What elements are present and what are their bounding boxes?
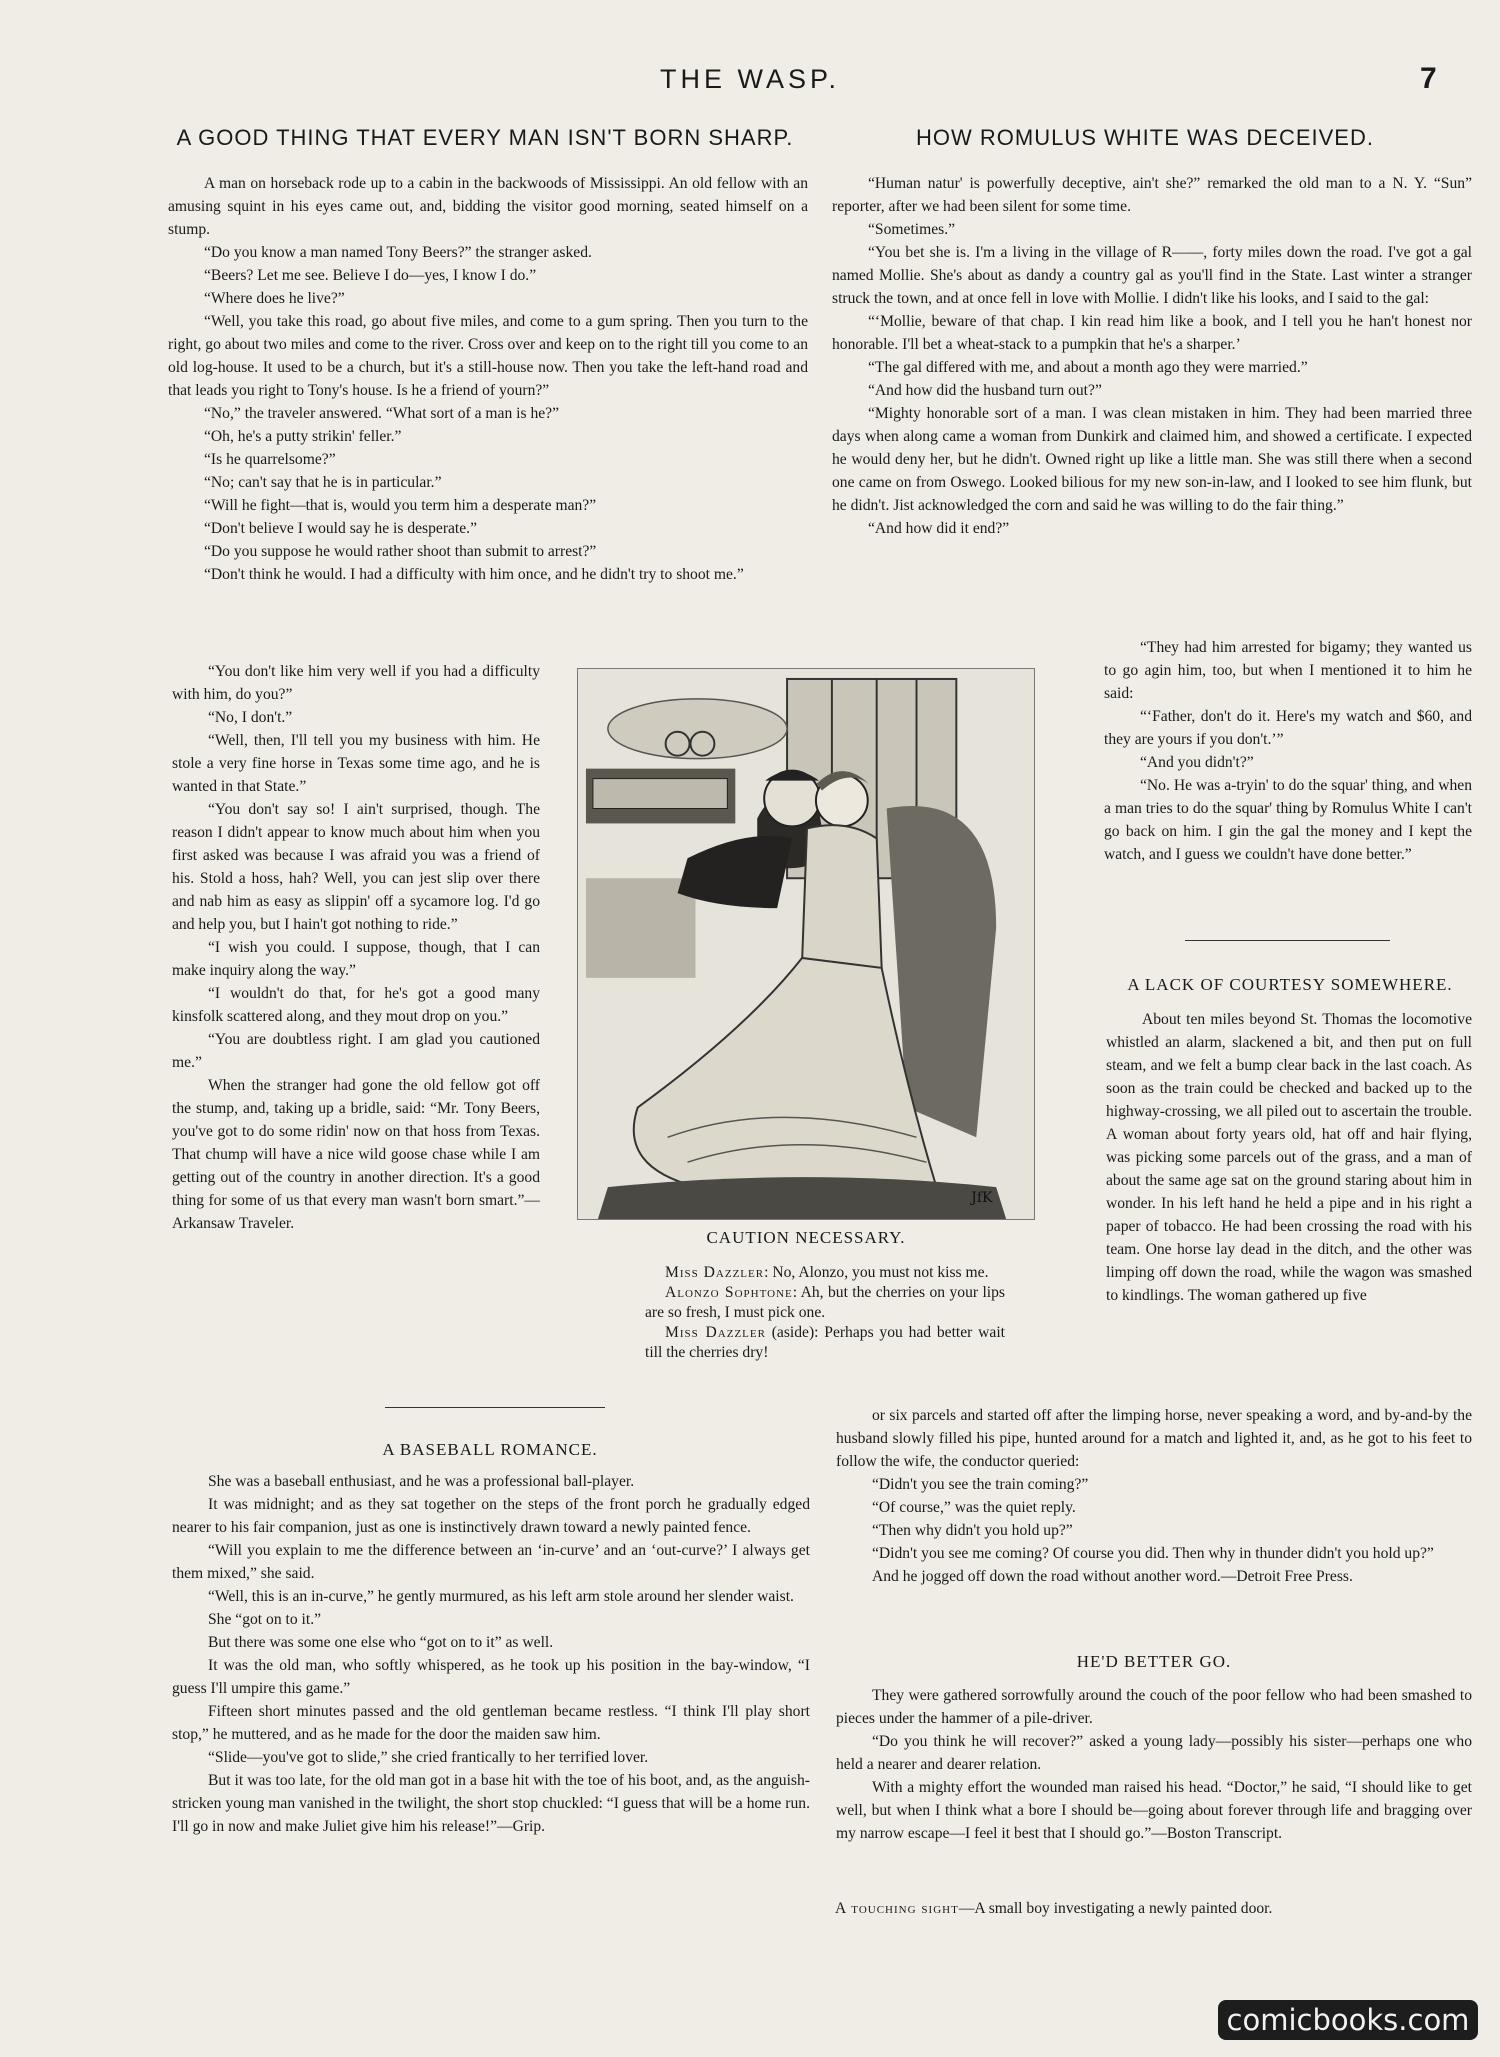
paragraph: “Don't think he would. I had a difficulty with him once, and he didn't try to shoot me.” [204,566,744,583]
caption-speaker-2: Alonzo Sophtone [665,1284,793,1301]
paragraph: “No. He was a-tryin' to do the squar' thing, and when a man tries to do the squar' thing by Romulus White I can't go back on him. I gin the gal the money and I kept the watch, and I guess we couldn't have done better.” [1104,777,1472,863]
paragraph: “Don't believe I would say he is desperate.” [204,520,478,537]
paragraph: or six parcels and started off after the limping horse, never speaking a word, and by-and-by the husband slowly filled his pipe, hunted around for a match and lighted it, and, as he got to his feet to follow the wife, the conductor queried: [836,1407,1472,1470]
paragraph: And he jogged off down the road without another word.—Detroit Free Press. [872,1568,1353,1585]
paragraph: “Do you think he will recover?” asked a young lady—possibly his sister—perhaps one who held a nearer and dearer relation. [836,1733,1472,1773]
paragraph: “I wouldn't do that, for he's got a good many kinsfolk scattered along, and they mout drop on you.” [172,985,540,1025]
caption-text-2: : Ah, but the cherries on your lips are so fresh, I must pick one. [645,1284,1005,1321]
paragraph: “Beers? Let me see. Believe I do—yes, I know I do.” [204,267,537,284]
caption-line-1 [645,1263,1005,1283]
paragraph: It was midnight; and as they sat together on the steps of the front porch he gradually edged nearer to his fair companion, just as one is instinctively drawn toward a newly painted fence. [172,1496,810,1536]
paragraph: But it was too late, for the old man got in a base hit with the toe of his boot, and, as the anguish-stricken young man vanished in the twilight, the short stop chuckled: “I guess that will be a home run. I'll go in now and make Juliet give him his release!”—Grip. [172,1772,810,1835]
paragraph: “‘Mollie, beware of that chap. I kin read him like a book, and I tell you he han't honest nor honorable. I'll bet a wheat-stack to a pumpkin that he's a sharper.’ [832,313,1472,353]
paragraph: “No; can't say that he is in particular.” [204,474,442,491]
paragraph: “I wish you could. I suppose, though, that I can make inquiry along the way.” [172,939,540,979]
paragraph: “You don't like him very well if you had a difficulty with him, do you?” [172,663,540,703]
story4-body [172,1470,810,1838]
caption-text-3: (aside): Perhaps you had better wait till the cherries dry! [645,1324,1005,1361]
story1-body-wide [168,172,808,586]
paragraph: About ten miles beyond St. Thomas the locomotive whistled an alarm, slackened a bit, and then put on full steam, and we felt a bump clear back in the last coach. As soon as the train could be checked and backed up to the highway-crossing, we all piled out to ascertain the trouble. A woman about forty years old, hat off and hair flying, was picking some parcels out of the grass, and a man of about the same age sat on the ground staring about him in wonder. In his left hand he held a pipe and in his right a paper of tobacco. He had been crossing the road with his team. One horse lay dead in the ditch, and the other was limping off down the road, while the wagon was smashed to kindlings. The woman gathered up five [1106,1011,1472,1304]
paragraph: “The gal differed with me, and about a month ago they were married.” [868,359,1308,376]
squib-text: —A small boy investigating a newly painted door. [958,1900,1273,1917]
story5-body [836,1684,1472,1845]
paragraph: “Human natur' is powerfully deceptive, ain't she?” remarked the old man to a N. Y. “Sun” reporter, after we had been silent for some time. [832,175,1472,215]
story1-body-narrow [172,660,540,1235]
paragraph: “They had him arrested for bigamy; they wanted us to go agin him, too, but when I mentioned it to him he said: [1104,639,1472,702]
paragraph: But there was some one else who “got on to it” as well. [208,1634,554,1651]
illustration-caption-dialogue [645,1263,1005,1363]
paragraph: “And you didn't?” [1140,754,1254,771]
paragraph: “Then why didn't you hold up?” [872,1522,1073,1539]
paragraph: “Will he fight—that is, would you term him a desperate man?” [204,497,597,514]
couple-engraving [578,669,1034,1219]
closing-squib [835,1900,1455,1918]
site-watermark: comicbooks.com [1218,2000,1478,2040]
paragraph: When the stranger had gone the old fellow got off the stump, and, taking up a bridle, said: “Mr. Tony Beers, you've got to do some ridin' now on that hoss from Texas. That chump will have a nice wild goose chase while I am getting out of the country in another direction. It's a good thing for some of us that every man wasn't born smart.”—Arkansaw Traveler. [172,1077,540,1232]
story3-body-narrow [1106,1008,1472,1307]
paragraph: “Mighty honorable sort of a man. I was clean mistaken in him. They had been married three days when along came a woman from Dunkirk and claimed him, and showed a certificate. I expected he would deny her, but he didn't. Owned right up like a little man. She was still there when a second one came on from Oswego. Looked bilious for my new son-in-law, and I looked to see him flunk, but he didn't. Jist acknowledged the corn and said he was willing to do the fair thing.” [832,405,1472,514]
masthead-title: THE WASP. [659,64,841,94]
caption-text-1: : No, Alonzo, you must not kiss me. [764,1264,989,1281]
story2-body-wide [832,172,1472,540]
paragraph: “Will you explain to me the difference between an ‘in-curve’ and an ‘out-curve?’ I always get them mixed,” she said. [172,1542,810,1582]
paragraph: With a mighty effort the wounded man raised his head. “Doctor,” he said, “I should like to get well, but when I think what a bore I should be—going about forever through life and bragging over my narrow escape—I feel it best that I should go.”—Boston Transcript. [836,1779,1472,1842]
paragraph: “‘Father, don't do it. Here's my watch and $60, and they are yours if you don't.’” [1104,708,1472,748]
paragraph: “Of course,” was the quiet reply. [872,1499,1076,1516]
story3-headline: A LACK OF COURTESY SOMEWHERE. [1127,975,1453,994]
paragraph: “Well, this is an in-curve,” he gently murmured, as his left arm stole around her slender waist. [208,1588,794,1605]
paragraph: “Slide—you've got to slide,” she cried frantically to her terrified lover. [208,1749,649,1766]
caption-line-2 [645,1283,1005,1323]
paragraph: “Is he quarrelsome?” [204,451,336,468]
paragraph: Fifteen short minutes passed and the old gentleman became restless. “I think I'll play short stop,” he muttered, and as he made for the door the maiden saw him. [172,1703,810,1743]
paragraph: “Well, you take this road, go about five miles, and come to a gum spring. Then you turn to the right, go about two miles and come to the river. Cross over and keep on to the right till you come to an old log-house. It used to be a church, but it's a still-house now. Then you take the left-hand road and that leads you right to Tony's house. Is he a friend of yourn?” [168,313,808,399]
story3-body-wide [836,1404,1472,1588]
paragraph: They were gathered sorrowfully around the couch of the poor fellow who had been smashed to pieces under the hammer of a pile-driver. [836,1687,1472,1727]
divider-rule-left [385,1407,605,1408]
paragraph: A man on horseback rode up to a cabin in the backwoods of Mississippi. An old fellow with an amusing squint in his eyes came out, and, bidding the visitor good morning, seated himself on a stump. [168,175,808,238]
paragraph: “And how did the husband turn out?” [868,382,1102,399]
illustration-signature: JfK [971,1190,993,1207]
story5-headline: HE'D BETTER GO. [1076,1652,1232,1671]
paragraph: “Where does he live?” [204,290,345,307]
squib-lead: A touching sight [835,1900,959,1917]
caption-speaker-1: Miss Dazzler [665,1264,765,1281]
story4-headline: A BASEBALL ROMANCE. [382,1440,598,1459]
paragraph: “Do you suppose he would rather shoot than submit to arrest?” [204,543,597,560]
paragraph: “You bet she is. I'm a living in the village of R——, forty miles down the road. I've got a gal named Mollie. She's about as dandy a country gal as you'll find in the State. Last winter a stranger struck the town, and at once fell in love with Mollie. I didn't like his looks, and I said to the gal: [832,244,1472,307]
divider-rule-right [1185,940,1390,941]
illustration-caption-title: CAUTION NECESSARY. [706,1228,906,1247]
paragraph: “Didn't you see me coming? Of course you did. Then why in thunder didn't you hold up?” [872,1545,1434,1562]
paragraph: She “got on to it.” [208,1611,322,1628]
caption-speaker-3: Miss Dazzler [665,1324,766,1341]
paragraph: “Well, then, I'll tell you my business with him. He stole a very fine horse in Texas some time ago, and he is wanted in that State.” [172,732,540,795]
caption-line-3 [645,1323,1005,1363]
caution-necessary-illustration [577,668,1035,1220]
paragraph: She was a baseball enthusiast, and he was a professional ball-player. [208,1473,635,1490]
paragraph: “No,” the traveler answered. “What sort of a man is he?” [204,405,560,422]
paragraph: “Didn't you see the train coming?” [872,1476,1089,1493]
page-number: 7 [1420,62,1437,95]
story1-headline: A GOOD THING THAT EVERY MAN ISN'T BORN SHARP. [176,125,794,150]
paragraph: “Oh, he's a putty strikin' feller.” [204,428,402,445]
paragraph: “You don't say so! I ain't surprised, though. The reason I didn't appear to know much about him when you first asked was because I was afraid you was a friend of his. Stold a hoss, hah? Well, you can jest slip over there and nab him as easy as slippin' off a sycamore log. I'd go and help you, but I hain't got nothing to ride.” [172,801,540,933]
paragraph: It was the old man, who softly whispered, as he took up his position in the bay-window, “I guess I'll umpire this game.” [172,1657,810,1697]
paragraph: “No, I don't.” [208,709,293,726]
story2-headline: HOW ROMULUS WHITE WAS DECEIVED. [916,125,1374,150]
paragraph: “And how did it end?” [868,520,1010,537]
paragraph: “Do you know a man named Tony Beers?” the stranger asked. [204,244,592,261]
paragraph: “You are doubtless right. I am glad you cautioned me.” [172,1031,540,1071]
paragraph: “Sometimes.” [868,221,956,238]
story2-body-narrow [1104,636,1472,866]
